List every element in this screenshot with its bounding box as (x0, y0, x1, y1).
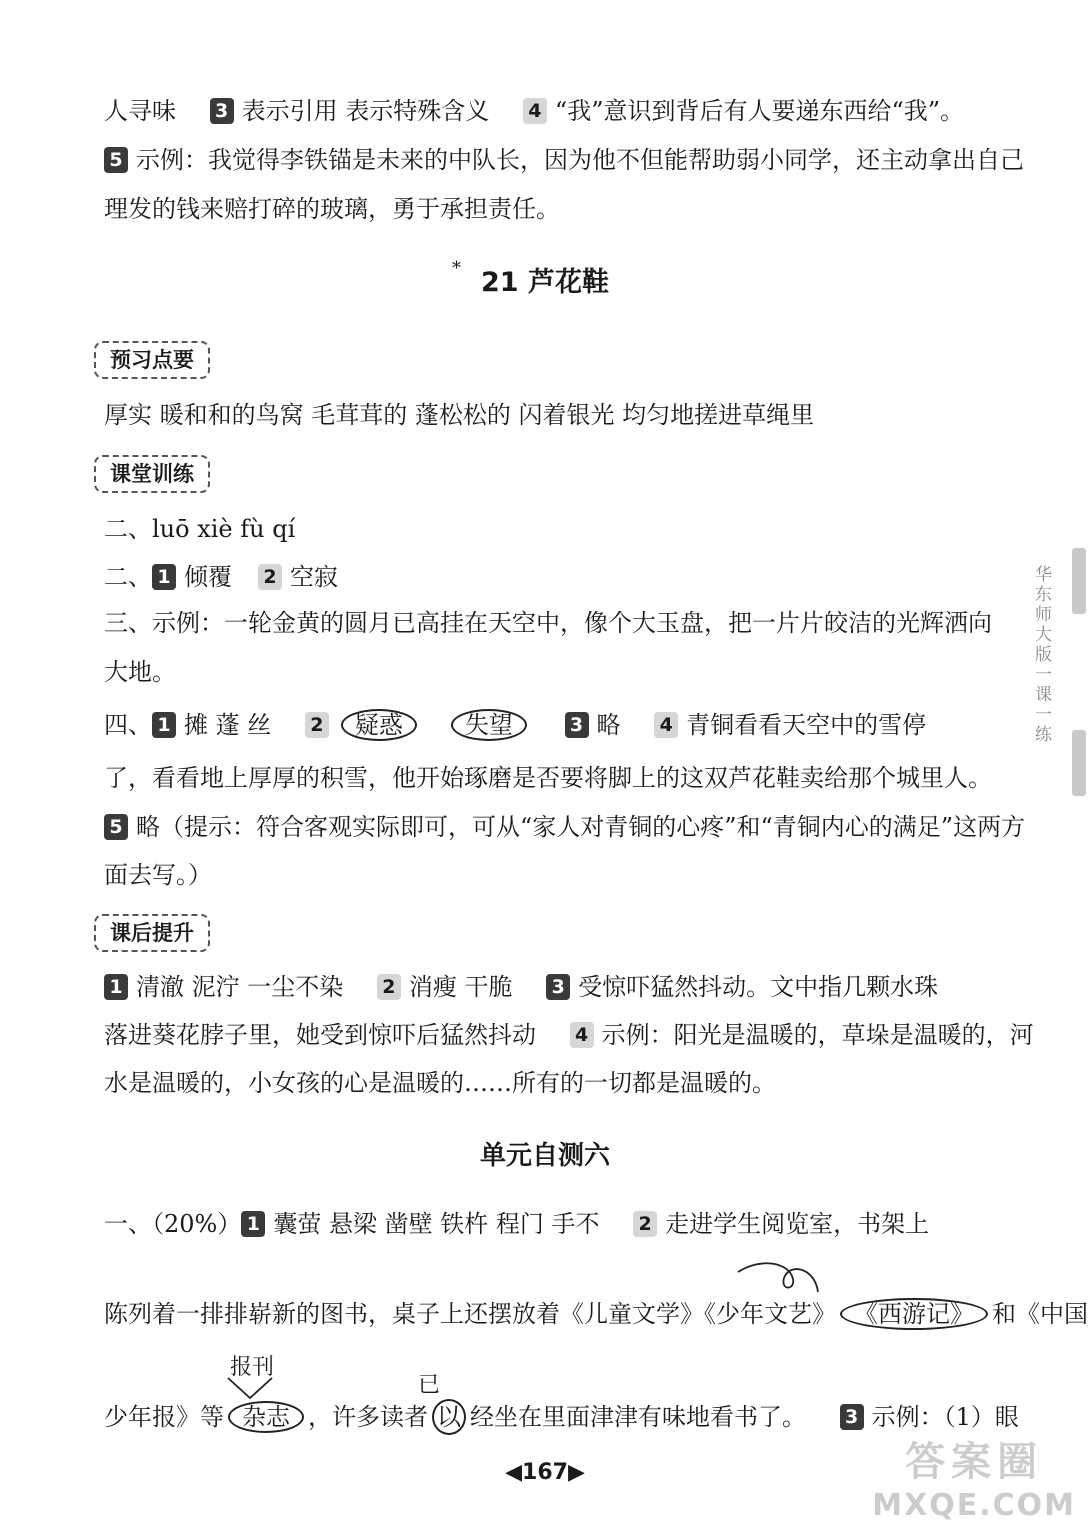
answer-text: 理发的钱来赔打碎的玻璃，勇于承担责任。 (104, 195, 560, 223)
question-number-badge: 4 (523, 98, 547, 124)
classroom-q2 (104, 560, 338, 594)
answer-text: 摊 蓬 丝 (184, 711, 272, 739)
classroom-q1: 二、luō xiè fù qí (104, 515, 296, 543)
classroom-q5 (104, 810, 1025, 844)
answer-text: 四、 (104, 711, 152, 739)
section-label-preview: 预习点要 (94, 341, 210, 379)
answer-text: 二、 (104, 563, 152, 591)
question-number-badge: 3 (840, 1404, 864, 1430)
unit-test-title: 单元自测六 (479, 1141, 610, 1171)
question-number-badge: 4 (570, 1022, 594, 1048)
lesson-title: 21 芦花鞋 (481, 267, 609, 298)
circled-word: 《西游记》 (840, 1298, 988, 1330)
unit-test-line (104, 1207, 929, 1241)
circled-char: 以 (432, 1399, 466, 1435)
answer-text: 消瘦 干脆 (408, 973, 513, 1001)
question-number-badge: 5 (104, 814, 128, 840)
answer-text: 落进葵花脖子里，她受到惊吓后猛然抖动 (104, 1021, 536, 1049)
after-class-line (104, 970, 938, 1004)
watermark-text: 答案圈 (905, 1439, 1044, 1485)
circled-word: 杂志 (228, 1401, 304, 1433)
after-class-line: 水是温暖的，小女孩的心是温暖的……所有的一切都是温暖的。 (104, 1069, 776, 1097)
question-number-badge: 4 (654, 712, 678, 738)
circled-word: 失望 (451, 709, 527, 741)
answer-text: 略 (596, 711, 621, 739)
page-number: ◀167▶ (505, 1460, 585, 1485)
answer-text: 清澈 泥泞 一尘不染 (136, 973, 344, 1001)
answer-line (104, 94, 964, 128)
optional-lesson-star: * (452, 258, 461, 279)
classroom-q4 (104, 708, 926, 742)
unit-test-line (104, 1399, 1019, 1435)
answer-text: 走进学生阅览室，书架上 (665, 1210, 930, 1238)
answer-text: 表示引用 表示特殊含义 (241, 97, 490, 125)
question-number-badge: 3 (546, 974, 570, 1000)
preview-answer: 厚实 暖和和的鸟窝 毛茸茸的 蓬松松的 闪着银光 均匀地搓进草绳里 (104, 401, 815, 429)
watermark-url: MXQE.COM (872, 1488, 1076, 1523)
question-number-badge: 3 (565, 712, 589, 738)
unit-test-line (104, 1297, 1088, 1331)
answer-text: 受惊吓猛然抖动。文中指几颗水珠 (578, 973, 939, 1001)
page-edge-tab (1072, 730, 1086, 796)
classroom-q5-cont: 面去写。） (104, 861, 212, 889)
answer-text: 示例：阳光是温暖的，草垛是温暖的，河 (601, 1021, 1034, 1049)
section-label-classroom: 课堂训练 (94, 455, 210, 493)
handwritten-correction: 报刊 (230, 1355, 275, 1380)
sidebar-series-title: 华东师大版一课一练 (1031, 565, 1051, 745)
page-edge-tab (1072, 548, 1086, 614)
question-number-badge: 1 (104, 974, 128, 1000)
section-label-after-class: 课后提升 (94, 914, 210, 952)
answer-text: 陈列着一排排崭新的图书，桌子上还摆放着《儿童文学》《少年文艺》 (104, 1300, 836, 1328)
answer-text: ，许多读者 (308, 1403, 428, 1431)
answer-text: 示例：我觉得李铁锚是未来的中队长，因为他不但能帮助弱小同学，还主动拿出自己 (136, 146, 1024, 174)
question-number-badge: 1 (152, 712, 176, 738)
answer-text: 略（提示：符合客观实际即可，可从“家人对青铜的心疼”和“青铜内心的满足”这两方 (136, 813, 1026, 841)
classroom-q3: 三、示例：一轮金黄的圆月已高挂在天空中，像个大玉盘，把一片片皎洁的光辉洒向 (104, 609, 992, 637)
answer-line (104, 143, 1024, 177)
answer-text: 少年报》等 (104, 1403, 224, 1431)
question-number-badge: 3 (210, 98, 234, 124)
handwritten-correction: 已 (418, 1373, 441, 1398)
question-number-badge: 1 (152, 564, 176, 590)
after-class-line (104, 1018, 1034, 1052)
answer-line (104, 192, 560, 226)
classroom-q3-cont: 大地。 (104, 658, 176, 686)
answer-text: “我”意识到背后有人要递东西给“我”。 (554, 97, 964, 125)
question-number-badge: 1 (241, 1211, 265, 1237)
question-number-badge: 2 (633, 1211, 657, 1237)
answer-text: 人寻味 (104, 97, 176, 125)
answer-text: 囊萤 悬梁 凿壁 铁杵 程门 手不 (273, 1210, 600, 1238)
watermark (872, 1440, 1076, 1528)
answer-text: 倾覆 (184, 563, 232, 591)
question-number-badge: 2 (305, 712, 329, 738)
circled-word: 疑惑 (341, 709, 417, 741)
answer-text: 和《中国 (992, 1300, 1088, 1328)
answer-text: 一、（20%） (104, 1210, 242, 1238)
answer-text: 空寂 (290, 563, 338, 591)
question-number-badge: 5 (104, 147, 128, 173)
answer-text: 经坐在里面津津有味地看书了。 (470, 1403, 806, 1431)
question-number-badge: 2 (258, 564, 282, 590)
question-number-badge: 2 (377, 974, 401, 1000)
classroom-q4-cont: 了，看看地上厚厚的积雪，他开始琢磨是否要将脚上的这双芦花鞋卖给那个城里人。 (104, 764, 992, 792)
answer-text: 示例：（1）眼 (871, 1403, 1019, 1431)
answer-text: 青铜看看天空中的雪停 (686, 711, 927, 739)
